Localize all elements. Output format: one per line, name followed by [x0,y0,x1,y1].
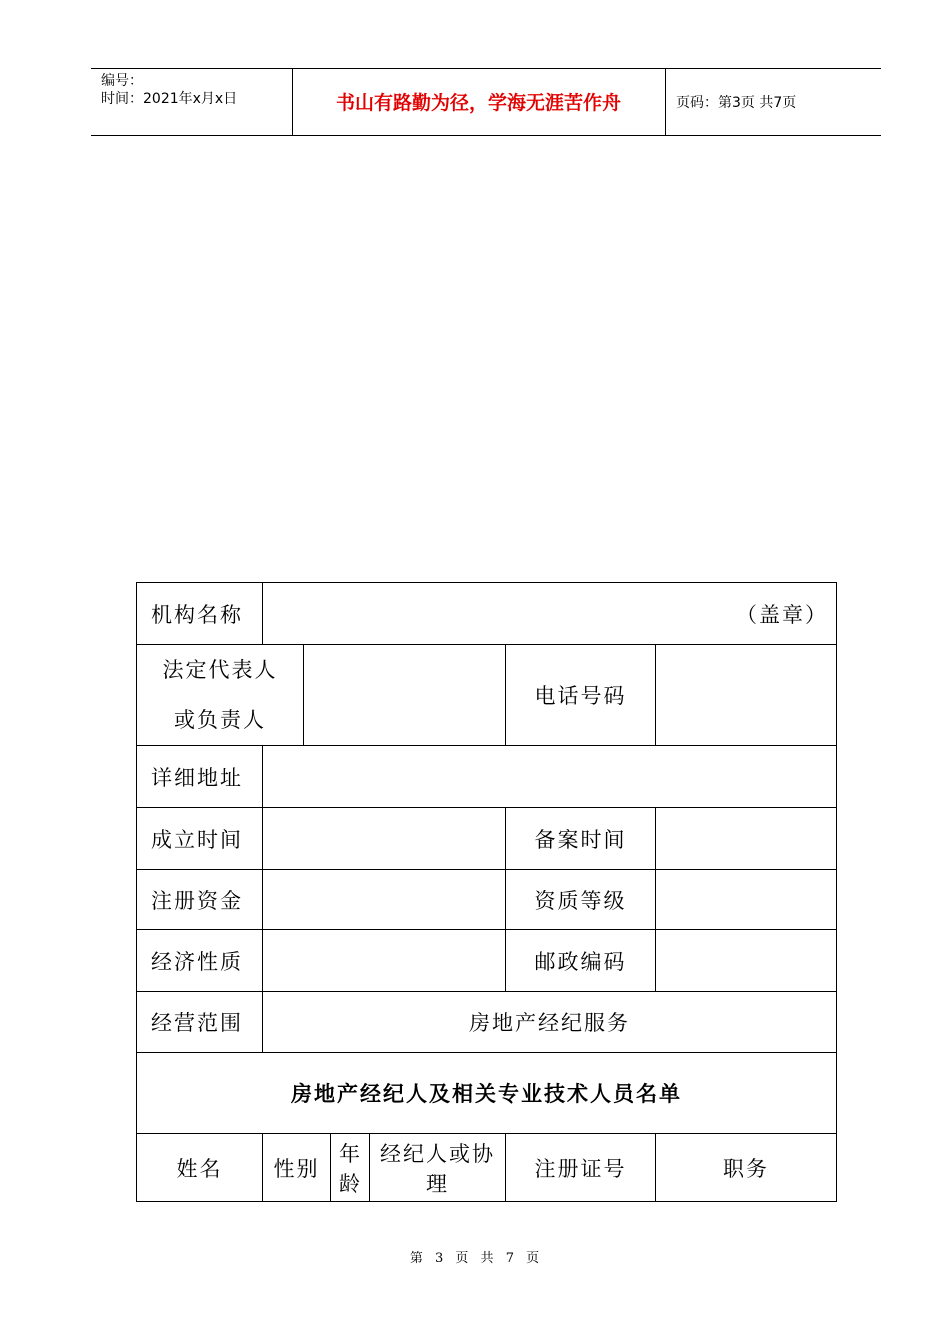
page-footer: 第 3 页 共 7 页 [409,1251,541,1266]
org-name-field[interactable] [263,583,837,645]
column-header-position: 职务 [656,1134,837,1202]
filing-time-label: 备案时间 [506,808,656,870]
form-row-economic-nature [137,930,837,992]
column-header-name: 姓名 [137,1134,263,1202]
phone-label: 电话号码 [506,645,656,746]
header-page-number: 页码：第3页 共7页 [676,95,797,111]
postal-code-label: 邮政编码 [506,930,656,992]
form-row-capital [137,870,837,930]
document-code-label: 编号： [101,73,143,89]
postal-code-field[interactable] [656,930,837,992]
header-divider [665,68,666,136]
established-field[interactable] [263,808,506,870]
address-label: 详细地址 [137,746,263,808]
economic-nature-field[interactable] [263,930,506,992]
legal-rep-label-line1: 法定代表人 [162,658,278,682]
business-scope-value: 房地产经纪服务 [263,992,837,1053]
legal-rep-field[interactable] [304,645,506,746]
capital-label: 注册资金 [137,870,263,930]
seal-text: （盖章） [736,602,829,627]
economic-nature-label: 经济性质 [137,930,263,992]
capital-field[interactable] [263,870,506,930]
column-header-agent-type: 经纪人或协理 [370,1134,506,1202]
column-header-gender: 性别 [263,1134,331,1202]
roster-header-row [137,1134,837,1202]
address-field[interactable] [263,746,837,808]
header-top-rule [91,68,881,69]
form-table [136,582,837,1202]
legal-rep-label [137,645,304,746]
form-row-address [137,746,837,808]
column-header-cert-number: 注册证号 [506,1134,656,1202]
header-motto: 书山有路勤为径，学海无涯苦作舟 [335,92,621,114]
header-bottom-rule [91,135,881,136]
form-row-established [137,808,837,870]
form-row-business-scope [137,992,837,1053]
registration-form [136,582,836,1202]
document-time-label: 时间：2021年x月x日 [101,91,238,107]
phone-field[interactable] [656,645,837,746]
legal-rep-label-line2: 或负责人 [174,708,266,732]
qualification-label: 资质等级 [506,870,656,930]
form-row-org-name [137,583,837,645]
business-scope-label: 经营范围 [137,992,263,1053]
qualification-field[interactable] [656,870,837,930]
column-header-age: 年龄 [331,1134,370,1202]
org-name-label: 机构名称 [137,583,263,645]
roster-title: 房地产经纪人及相关专业技术人员名单 [137,1053,837,1134]
form-row-legal-rep [137,645,837,746]
filing-time-field[interactable] [656,808,837,870]
established-label: 成立时间 [137,808,263,870]
form-row-roster-title [137,1053,837,1134]
